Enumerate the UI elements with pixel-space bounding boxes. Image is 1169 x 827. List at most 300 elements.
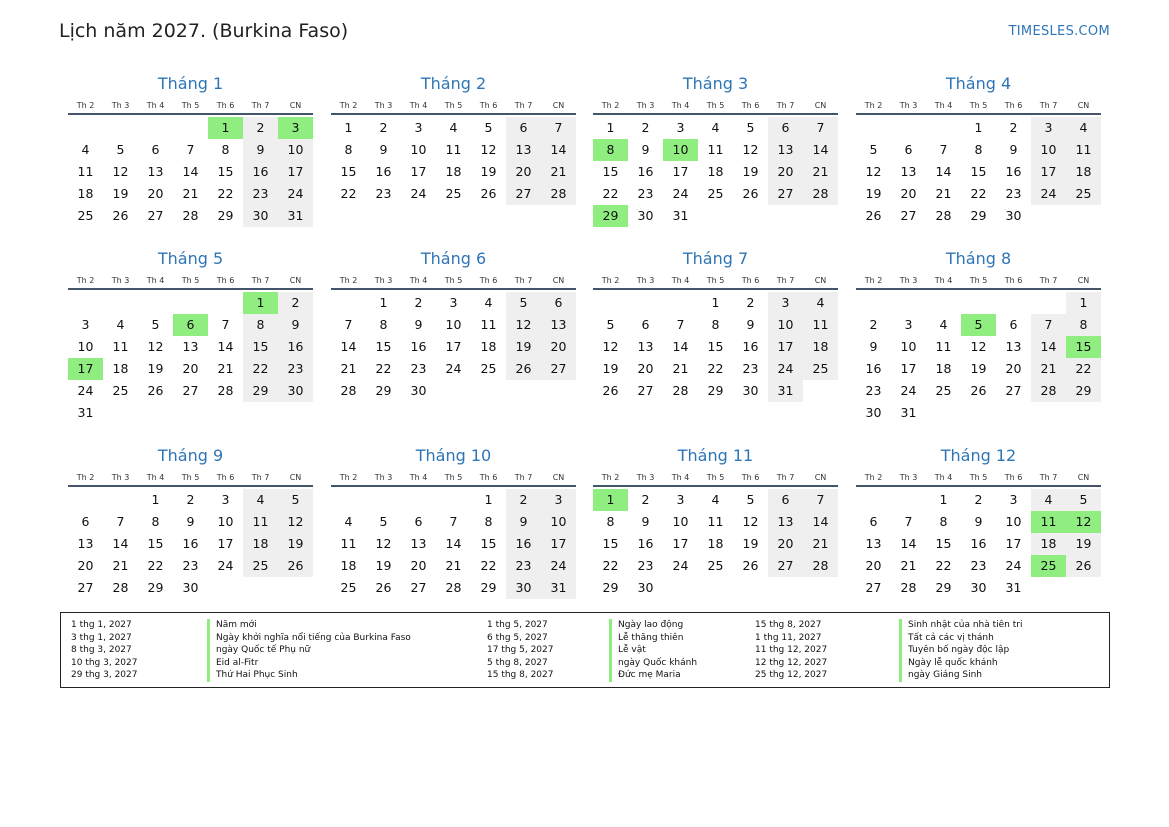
- day-cell: 22: [602, 186, 619, 201]
- weekday-label: Th 3: [374, 276, 393, 285]
- weekday-label: Th 2: [339, 276, 358, 285]
- day-cell: 8: [606, 514, 615, 529]
- weekday-label: Th 5: [181, 473, 200, 482]
- day-cell: 23: [278, 358, 313, 380]
- day-cell: 25: [445, 186, 462, 201]
- day-cell: 20: [147, 186, 164, 201]
- day-cell: 21: [935, 186, 952, 201]
- weekday-label: Th 4: [146, 473, 165, 482]
- month-block: [68, 446, 313, 599]
- holiday-date: 6 thg 5, 2027: [487, 632, 548, 643]
- day-cell: 10: [1031, 139, 1066, 161]
- day-cell: 22: [935, 558, 952, 573]
- day-cell: 28: [935, 208, 952, 223]
- day-grid: [856, 489, 1101, 599]
- day-cell: 29: [602, 580, 619, 595]
- day-cell: 1: [606, 120, 615, 135]
- day-cell: 18: [445, 164, 462, 179]
- month-title: Tháng 10: [415, 446, 492, 465]
- day-cell: 17: [672, 164, 689, 179]
- day-grid: [331, 489, 576, 599]
- day-cell: 20: [77, 558, 94, 573]
- day-cell: 30: [637, 580, 654, 595]
- day-cell: 9: [974, 514, 983, 529]
- empty-cell: [856, 292, 891, 314]
- month-block: [856, 446, 1101, 599]
- month-block: [856, 74, 1101, 227]
- day-cell: 29: [375, 383, 392, 398]
- weekday-label: Th 3: [374, 101, 393, 110]
- day-cell: 31: [900, 405, 917, 420]
- day-cell: 18: [935, 361, 952, 376]
- day-cell: 7: [186, 142, 195, 157]
- holiday-name: ngày Quốc tế Phụ nữ: [207, 644, 310, 657]
- holiday-name: Eid al-Fitr: [207, 657, 258, 670]
- day-cell: 12: [375, 536, 392, 551]
- day-cell: 14: [541, 139, 576, 161]
- day-cell: 15: [340, 164, 357, 179]
- day-cell: 24: [672, 558, 689, 573]
- day-cell: 27: [900, 208, 917, 223]
- empty-cell: [961, 292, 996, 314]
- empty-cell: [926, 292, 961, 314]
- month-title: Tháng 3: [682, 74, 749, 93]
- day-cell: 10: [217, 514, 234, 529]
- day-cell: 18: [77, 186, 94, 201]
- holiday-date: 1 thg 5, 2027: [487, 620, 548, 630]
- day-cell: 25: [935, 383, 952, 398]
- day-cell: 23: [1005, 186, 1022, 201]
- day-cell: 13: [865, 536, 882, 551]
- holiday-legend: [60, 612, 1110, 688]
- empty-cell: [891, 489, 926, 511]
- day-cell: 7: [939, 142, 948, 157]
- day-cell: 19: [278, 533, 313, 555]
- day-cell: 22: [480, 558, 497, 573]
- day-cell: 16: [410, 339, 427, 354]
- day-cell: 26: [147, 383, 164, 398]
- day-grid: [68, 117, 313, 227]
- day-cell: 26: [506, 358, 541, 380]
- day-cell: 17: [217, 536, 234, 551]
- weekday-label: Th 7: [776, 101, 795, 110]
- weekday-label: Th 4: [934, 473, 953, 482]
- day-cell: 21: [217, 361, 234, 376]
- holiday-name: Lễ thăng thiên: [609, 632, 683, 645]
- day-cell: 30: [1005, 208, 1022, 223]
- day-cell: 7: [116, 514, 125, 529]
- day-cell: 6: [869, 514, 878, 529]
- day-cell: 14: [445, 536, 462, 551]
- day-cell: 11: [340, 536, 357, 551]
- day-cell: 13: [506, 139, 541, 161]
- weekday-label: Th 2: [601, 473, 620, 482]
- day-cell: 23: [243, 183, 278, 205]
- holiday-date: 25 thg 12, 2027: [755, 670, 828, 680]
- day-cell: 2: [974, 492, 983, 507]
- holiday-name: Đức mẹ Maria: [609, 669, 681, 682]
- day-cell: 19: [865, 186, 882, 201]
- day-cell: 10: [445, 317, 462, 332]
- weekday-label: Th 2: [76, 276, 95, 285]
- day-cell: 30: [410, 383, 427, 398]
- day-cell: 25: [112, 383, 129, 398]
- weekday-label: Th 3: [111, 101, 130, 110]
- weekday-label: Th 6: [741, 276, 760, 285]
- holiday-name: ngày Giáng Sinh: [899, 669, 982, 682]
- day-grid: [856, 117, 1101, 227]
- day-cell: 9: [414, 317, 423, 332]
- day-cell: 20: [900, 186, 917, 201]
- day-cell: 31: [77, 405, 94, 420]
- site-logo-link[interactable]: TIMESLES.COM: [1008, 24, 1110, 39]
- day-cell: 10: [768, 314, 803, 336]
- weekday-label: CN: [1077, 276, 1090, 285]
- weekday-label: CN: [289, 101, 302, 110]
- day-cell: 31: [541, 577, 576, 599]
- weekday-label: Th 4: [934, 101, 953, 110]
- weekday-label: Th 4: [146, 276, 165, 285]
- day-cell: 4: [81, 142, 90, 157]
- day-cell: 29: [243, 380, 278, 402]
- day-cell: 14: [182, 164, 199, 179]
- day-cell: 13: [900, 164, 917, 179]
- day-cell: 11: [803, 314, 838, 336]
- day-cell: 2: [414, 295, 423, 310]
- holiday-name: Lễ vật: [609, 644, 646, 657]
- weekday-label: Th 6: [1004, 101, 1023, 110]
- day-cell: 29: [1066, 380, 1101, 402]
- empty-cell: [436, 489, 471, 511]
- weekday-header: [68, 470, 313, 487]
- day-cell: 21: [112, 558, 129, 573]
- empty-cell: [856, 117, 891, 139]
- day-cell: 22: [970, 186, 987, 201]
- day-cell: 16: [243, 161, 278, 183]
- day-cell: 18: [112, 361, 129, 376]
- holiday-name: Tuyên bố ngày độc lập: [899, 644, 1009, 657]
- weekday-label: Th 7: [514, 276, 533, 285]
- empty-cell: [401, 489, 436, 511]
- holiday-date: 1 thg 1, 2027: [71, 620, 132, 630]
- holiday-date: 15 thg 8, 2027: [755, 620, 822, 630]
- day-cell: 26: [970, 383, 987, 398]
- day-cell: 30: [506, 577, 541, 599]
- empty-cell: [138, 117, 173, 139]
- weekday-label: CN: [552, 101, 565, 110]
- day-cell: 17: [541, 533, 576, 555]
- weekday-label: CN: [814, 101, 827, 110]
- day-cell: 5: [484, 120, 493, 135]
- day-cell: 6: [541, 292, 576, 314]
- day-cell: 4: [344, 514, 353, 529]
- day-cell: 20: [768, 533, 803, 555]
- day-cell: 20: [410, 558, 427, 573]
- day-cell: 14: [900, 536, 917, 551]
- holiday-name: Ngày lễ quốc khánh: [899, 657, 998, 670]
- day-cell: 27: [147, 208, 164, 223]
- empty-cell: [68, 292, 103, 314]
- day-cell: 1: [484, 492, 493, 507]
- weekday-label: Th 4: [409, 101, 428, 110]
- day-cell: 4: [803, 292, 838, 314]
- day-cell: 3: [904, 317, 913, 332]
- holiday-day-cell: 3: [278, 117, 313, 139]
- day-cell: 24: [278, 183, 313, 205]
- holiday-day-cell: 10: [663, 139, 698, 161]
- day-cell: 27: [768, 183, 803, 205]
- day-cell: 24: [445, 361, 462, 376]
- day-cell: 6: [768, 117, 803, 139]
- weekday-label: Th 3: [374, 473, 393, 482]
- day-grid: [593, 117, 838, 227]
- day-cell: 21: [803, 533, 838, 555]
- day-cell: 19: [375, 558, 392, 573]
- weekday-header: [331, 98, 576, 115]
- weekday-label: Th 4: [671, 473, 690, 482]
- holiday-day-cell: 11: [1031, 511, 1066, 533]
- day-cell: 21: [445, 558, 462, 573]
- day-cell: 27: [541, 358, 576, 380]
- day-cell: 17: [445, 339, 462, 354]
- day-cell: 31: [672, 208, 689, 223]
- day-cell: 28: [445, 580, 462, 595]
- day-cell: 7: [541, 117, 576, 139]
- day-cell: 12: [506, 314, 541, 336]
- day-cell: 16: [182, 536, 199, 551]
- month-title: Tháng 4: [945, 74, 1012, 93]
- month-block: [593, 446, 838, 599]
- day-cell: 28: [340, 383, 357, 398]
- day-cell: 26: [1066, 555, 1101, 577]
- day-cell: 13: [1005, 339, 1022, 354]
- day-cell: 9: [278, 314, 313, 336]
- day-cell: 28: [1031, 380, 1066, 402]
- day-cell: 28: [182, 208, 199, 223]
- day-grid: [68, 489, 313, 599]
- day-cell: 28: [672, 383, 689, 398]
- weekday-label: Th 4: [671, 276, 690, 285]
- day-cell: 11: [707, 514, 724, 529]
- day-cell: 21: [1031, 358, 1066, 380]
- day-cell: 29: [707, 383, 724, 398]
- day-cell: 24: [768, 358, 803, 380]
- weekday-label: Th 6: [216, 101, 235, 110]
- empty-cell: [173, 117, 208, 139]
- day-cell: 29: [935, 580, 952, 595]
- weekday-label: Th 2: [864, 101, 883, 110]
- weekday-label: Th 7: [1039, 101, 1058, 110]
- day-cell: 27: [410, 580, 427, 595]
- day-cell: 5: [278, 489, 313, 511]
- day-cell: 10: [410, 142, 427, 157]
- empty-cell: [663, 292, 698, 314]
- day-cell: 1: [939, 492, 948, 507]
- day-cell: 21: [541, 161, 576, 183]
- day-cell: 1: [379, 295, 388, 310]
- day-cell: 17: [1005, 536, 1022, 551]
- holiday-day-cell: 5: [961, 314, 996, 336]
- day-cell: 20: [1005, 361, 1022, 376]
- day-cell: 2: [506, 489, 541, 511]
- day-cell: 26: [742, 558, 759, 573]
- day-cell: 20: [865, 558, 882, 573]
- day-cell: 22: [707, 361, 724, 376]
- weekday-header: [593, 273, 838, 290]
- day-cell: 6: [81, 514, 90, 529]
- weekday-label: Th 5: [181, 101, 200, 110]
- weekday-label: Th 4: [671, 101, 690, 110]
- empty-cell: [68, 489, 103, 511]
- day-cell: 29: [970, 208, 987, 223]
- month-title: Tháng 12: [940, 446, 1017, 465]
- weekday-header: [856, 470, 1101, 487]
- weekday-label: Th 4: [409, 473, 428, 482]
- month-block: [331, 446, 576, 599]
- holiday-date: 15 thg 8, 2027: [487, 670, 554, 680]
- holiday-date: 29 thg 3, 2027: [71, 670, 138, 680]
- day-cell: 3: [676, 120, 685, 135]
- day-cell: 12: [742, 142, 759, 157]
- holiday-day-cell: 6: [173, 314, 208, 336]
- weekday-label: Th 5: [706, 101, 725, 110]
- day-cell: 15: [243, 336, 278, 358]
- day-cell: 12: [970, 339, 987, 354]
- day-cell: 2: [641, 492, 650, 507]
- day-cell: 15: [375, 339, 392, 354]
- holiday-day-cell: 15: [1066, 336, 1101, 358]
- day-grid: [331, 117, 576, 205]
- holiday-day-cell: 1: [593, 489, 628, 511]
- holiday-date: 5 thg 8, 2027: [487, 657, 548, 668]
- day-cell: 26: [112, 208, 129, 223]
- day-cell: 15: [602, 536, 619, 551]
- day-cell: 18: [243, 533, 278, 555]
- day-cell: 7: [676, 317, 685, 332]
- day-cell: 30: [865, 405, 882, 420]
- holiday-day-cell: 29: [593, 205, 628, 227]
- day-cell: 27: [506, 183, 541, 205]
- empty-cell: [103, 292, 138, 314]
- day-cell: 7: [904, 514, 913, 529]
- weekday-label: Th 6: [216, 473, 235, 482]
- day-cell: 3: [541, 489, 576, 511]
- holiday-day-cell: 12: [1066, 511, 1101, 533]
- day-cell: 13: [410, 536, 427, 551]
- weekday-label: Th 7: [776, 276, 795, 285]
- month-block: [856, 249, 1101, 424]
- day-cell: 8: [974, 142, 983, 157]
- empty-cell: [996, 292, 1031, 314]
- day-cell: 18: [803, 336, 838, 358]
- day-cell: 23: [970, 558, 987, 573]
- month-title: Tháng 6: [420, 249, 487, 268]
- day-cell: 25: [707, 186, 724, 201]
- day-cell: 16: [637, 536, 654, 551]
- day-cell: 16: [742, 339, 759, 354]
- day-cell: 30: [742, 383, 759, 398]
- day-cell: 20: [182, 361, 199, 376]
- weekday-label: Th 2: [601, 101, 620, 110]
- day-cell: 24: [217, 558, 234, 573]
- weekday-header: [593, 98, 838, 115]
- day-cell: 28: [900, 580, 917, 595]
- day-cell: 22: [340, 186, 357, 201]
- empty-cell: [856, 489, 891, 511]
- day-cell: 24: [1005, 558, 1022, 573]
- holiday-date: 12 thg 12, 2027: [755, 657, 828, 668]
- empty-cell: [331, 292, 366, 314]
- empty-cell: [593, 292, 628, 314]
- day-cell: 18: [480, 339, 497, 354]
- holiday-name: Ngày khởi nghĩa nổi tiếng của Burkina Faso: [207, 632, 411, 645]
- day-cell: 4: [116, 317, 125, 332]
- day-cell: 3: [1009, 492, 1018, 507]
- day-cell: 11: [445, 142, 462, 157]
- day-cell: 9: [1009, 142, 1018, 157]
- day-cell: 11: [112, 339, 129, 354]
- day-cell: 2: [379, 120, 388, 135]
- day-cell: 14: [340, 339, 357, 354]
- day-cell: 16: [506, 533, 541, 555]
- weekday-label: Th 7: [1039, 473, 1058, 482]
- day-cell: 11: [243, 511, 278, 533]
- day-cell: 25: [480, 361, 497, 376]
- day-cell: 4: [711, 120, 720, 135]
- weekday-label: Th 2: [864, 276, 883, 285]
- month-block: [593, 74, 838, 227]
- day-cell: 2: [186, 492, 195, 507]
- weekday-label: CN: [552, 473, 565, 482]
- holiday-day-cell: 1: [243, 292, 278, 314]
- day-cell: 20: [541, 336, 576, 358]
- month-block: [68, 74, 313, 227]
- day-cell: 4: [1031, 489, 1066, 511]
- day-cell: 17: [768, 336, 803, 358]
- day-cell: 10: [278, 139, 313, 161]
- day-cell: 26: [278, 555, 313, 577]
- day-cell: 17: [900, 361, 917, 376]
- day-cell: 12: [112, 164, 129, 179]
- day-cell: 13: [77, 536, 94, 551]
- weekday-label: Th 6: [479, 276, 498, 285]
- day-cell: 27: [77, 580, 94, 595]
- day-cell: 15: [217, 164, 234, 179]
- day-cell: 17: [672, 536, 689, 551]
- day-cell: 10: [77, 339, 94, 354]
- day-cell: 12: [480, 142, 497, 157]
- day-cell: 5: [746, 492, 755, 507]
- day-cell: 5: [506, 292, 541, 314]
- day-cell: 19: [506, 336, 541, 358]
- day-cell: 6: [1009, 317, 1018, 332]
- day-cell: 24: [672, 186, 689, 201]
- day-cell: 3: [221, 492, 230, 507]
- weekday-label: Th 7: [251, 473, 270, 482]
- day-cell: 21: [340, 361, 357, 376]
- day-cell: 19: [742, 536, 759, 551]
- weekday-label: Th 6: [741, 473, 760, 482]
- weekday-label: Th 2: [339, 101, 358, 110]
- day-cell: 12: [147, 339, 164, 354]
- holiday-day-cell: 25: [1031, 555, 1066, 577]
- day-cell: 12: [742, 514, 759, 529]
- weekday-label: CN: [289, 473, 302, 482]
- day-cell: 5: [869, 142, 878, 157]
- weekday-label: Th 3: [636, 101, 655, 110]
- weekday-label: Th 4: [146, 101, 165, 110]
- day-cell: 4: [449, 120, 458, 135]
